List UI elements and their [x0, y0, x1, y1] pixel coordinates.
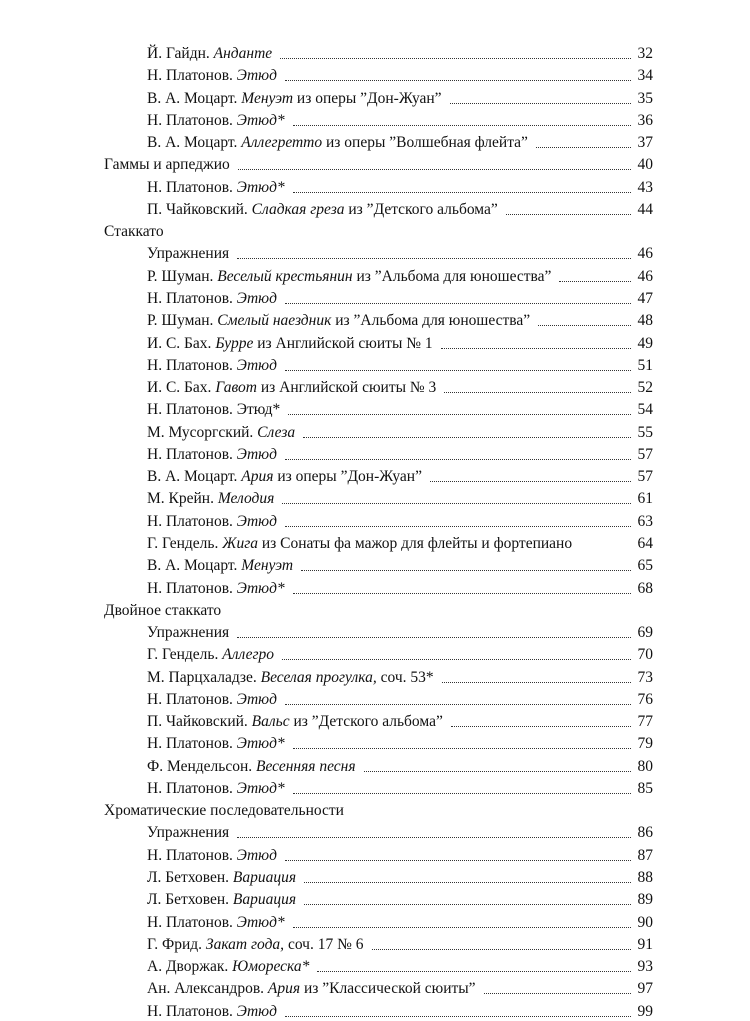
toc-entry [147, 511, 653, 531]
toc-entry [147, 778, 653, 798]
piece-source: из ”Детского альбома” [293, 713, 443, 731]
page-number: 80 [637, 757, 653, 775]
leader-dots [430, 480, 631, 482]
toc-entry [147, 756, 653, 776]
page-number: 54 [637, 401, 653, 419]
piece-title: Закат года, [205, 935, 285, 953]
toc-entry [147, 466, 653, 486]
leader-dots [293, 747, 631, 749]
piece-title: Анданте [213, 45, 273, 62]
page-number: 37 [637, 134, 653, 152]
leader-dots [451, 725, 631, 727]
piece-title: Этюд [236, 1002, 277, 1020]
piece-title: Юмореска* [232, 958, 310, 976]
leader-dots [285, 302, 631, 304]
piece-title: Этюд* [236, 913, 285, 931]
toc-section-heading [104, 221, 653, 241]
piece-title: Весенняя песня [256, 757, 356, 775]
entry-text [147, 580, 285, 598]
page-number: 77 [637, 713, 653, 731]
page-number: 87 [637, 846, 653, 864]
page-number: 52 [637, 379, 653, 397]
piece-title: Этюд* [236, 735, 285, 753]
composer-name: Упражнения [147, 624, 230, 641]
composer-name: П. Чайковский. [147, 200, 248, 218]
leader-dots [293, 592, 631, 594]
entry-text [147, 312, 530, 330]
toc-entry [147, 266, 653, 286]
page-number: 79 [637, 735, 653, 753]
entry-text [147, 758, 356, 776]
entry-text [147, 691, 277, 709]
toc-entry [147, 310, 653, 330]
toc-entry [147, 889, 653, 909]
page-number: 85 [637, 779, 653, 797]
toc-entry [147, 622, 653, 642]
composer-name: Н. Платонов. [147, 111, 233, 129]
entry-text [147, 134, 528, 152]
piece-title: Этюд* [236, 111, 285, 129]
composer-name: М. Парцхаладзе. [147, 668, 257, 686]
entry-text [147, 958, 309, 976]
composer-name: Н. Платонов. [147, 690, 233, 708]
piece-title: Жига [222, 534, 258, 552]
page-number: 99 [637, 1002, 653, 1020]
composer-name: В. А. Моцарт. [147, 134, 238, 152]
piece-title: Вальс [251, 713, 290, 731]
page-number: 86 [637, 824, 653, 842]
section-label: Хроматические последовательности [104, 802, 344, 820]
entry-text [147, 290, 277, 308]
composer-name: Н. Платонов. [147, 178, 233, 196]
leader-dots [293, 792, 631, 794]
entry-text [147, 1003, 277, 1021]
toc-entry [147, 845, 653, 865]
page-number: 35 [637, 89, 653, 107]
page-number: 55 [637, 423, 653, 441]
page-number: 76 [637, 690, 653, 708]
leader-dots [280, 57, 631, 59]
page-number: 90 [637, 913, 653, 931]
toc-entry [147, 355, 653, 375]
entry-text [147, 45, 272, 63]
composer-name: Н. Платонов. [147, 67, 233, 85]
leader-dots [285, 1015, 631, 1017]
page-number: 32 [637, 45, 653, 62]
page-number: 68 [637, 579, 653, 597]
entry-text [147, 245, 229, 263]
entry-text [147, 869, 296, 887]
toc-entry [147, 43, 653, 63]
piece-source: из Сонаты фа мажор для флейты и фортепиано [261, 534, 573, 552]
piece-title: Этюд [236, 846, 277, 864]
leader-dots [293, 124, 631, 126]
entry-text [147, 335, 433, 353]
toc-entry [147, 711, 653, 731]
piece-source: соч. 17 № 6 [287, 935, 364, 953]
leader-dots [285, 525, 631, 527]
toc-entry [147, 288, 653, 308]
toc-entry [147, 822, 653, 842]
piece-title: Вариация [232, 869, 297, 886]
entry-text [147, 468, 422, 486]
page-number: 36 [637, 111, 653, 129]
piece-source: из оперы ”Дон-Жуан” [296, 89, 442, 107]
piece-title: Гавот [215, 379, 257, 397]
composer-name: Н. Платонов. [147, 579, 233, 597]
piece-source: из Английской сюиты № 3 [260, 379, 437, 397]
toc-entry [147, 956, 653, 976]
composer-name: А. Дворжак. [147, 958, 229, 976]
piece-title: Слеза [257, 423, 296, 441]
composer-name: М. Крейн. [147, 490, 214, 508]
toc-section-heading [104, 154, 653, 174]
entry-text [147, 112, 285, 130]
toc-entry [147, 1001, 653, 1021]
leader-dots [304, 903, 631, 905]
entry-text [147, 424, 295, 442]
leader-dots [536, 146, 631, 148]
composer-name: Й. Гайдн. [147, 45, 210, 62]
composer-name: П. Чайковский. [147, 713, 248, 731]
piece-title: Менуэт [241, 557, 294, 575]
page-number: 93 [637, 958, 653, 976]
page-number: 88 [637, 869, 653, 886]
toc-entry [147, 912, 653, 932]
composer-name: Упражнения [147, 245, 230, 263]
composer-name: Н. Платонов. [147, 846, 233, 864]
page-number: 57 [637, 468, 653, 486]
page-number: 40 [637, 156, 653, 174]
section-label: Гаммы и арпеджио [104, 156, 230, 174]
composer-name: Н. Платонов. [147, 779, 233, 797]
section-label: Стаккато [104, 223, 164, 241]
page-number: 69 [637, 624, 653, 641]
leader-dots [285, 859, 631, 861]
toc-entry [147, 177, 653, 197]
entry-text [147, 513, 277, 531]
section-label: Двойное стаккато [104, 601, 222, 619]
composer-name: М. Мусоргский. [147, 423, 254, 441]
page-number: 49 [637, 334, 653, 352]
composer-name: Г. Гендель. [147, 646, 219, 664]
piece-source: из ”Классической сюиты” [303, 980, 476, 998]
entry-text [147, 735, 285, 753]
toc-entry [147, 333, 653, 353]
composer-name: Р. Шуман. [147, 312, 214, 330]
composer-name: Г. Фрид. [147, 935, 203, 953]
composer-name: В. А. Моцарт. [147, 557, 238, 575]
composer-name: Ф. Мендельсон. [147, 757, 253, 775]
composer-name: Упражнения [147, 824, 230, 842]
piece-title: Веселый крестьянин [217, 267, 353, 285]
leader-dots [301, 569, 631, 571]
page-number: 65 [637, 557, 653, 575]
page-number: 34 [637, 67, 653, 85]
leader-dots [317, 970, 631, 972]
composer-name: Л. Бетховен. [147, 869, 230, 886]
piece-source: из ”Альбома для юношества” [335, 312, 531, 330]
toc-entry [147, 533, 653, 553]
page-number: 51 [637, 356, 653, 374]
leader-dots [237, 836, 631, 838]
page-number: 73 [637, 668, 653, 686]
leader-dots [237, 636, 631, 638]
composer-name: Р. Шуман. [147, 267, 214, 285]
page-number: 64 [637, 534, 653, 552]
composer-name: Н. Платонов. [147, 356, 233, 374]
toc-entry [147, 132, 653, 152]
composer-name: Н. Платонов. [147, 913, 233, 931]
piece-source: из Английской сюиты № 1 [257, 334, 433, 352]
toc-entry [147, 243, 653, 263]
piece-source: соч. 53* [380, 668, 434, 686]
leader-dots [441, 347, 631, 349]
leader-dots [285, 458, 631, 460]
toc-entry [147, 65, 653, 85]
toc-entry [147, 422, 653, 442]
piece-title: Этюд [236, 356, 277, 374]
composer-name: Н. Платонов. [147, 445, 233, 463]
leader-dots [285, 369, 631, 371]
page-number: 57 [637, 445, 653, 463]
leader-dots [372, 948, 632, 950]
piece-title: Сладкая греза [251, 200, 345, 218]
composer-name: Г. Гендель. [147, 534, 219, 552]
leader-dots [293, 191, 631, 193]
leader-dots [444, 391, 631, 393]
piece-source: из оперы ”Волшебная флейта” [326, 134, 528, 152]
toc-entry [147, 110, 653, 130]
piece-source: из ”Альбома для юношества” [356, 267, 552, 285]
page-number: 97 [637, 980, 653, 998]
entry-text [147, 914, 285, 932]
leader-dots [238, 168, 631, 170]
piece-title: Веселая прогулка, [260, 668, 377, 686]
entry-text [147, 535, 572, 553]
toc-entry [147, 555, 653, 575]
entry-text [147, 557, 293, 575]
leader-dots [364, 770, 631, 772]
composer-name: И. С. Бах. [147, 379, 212, 397]
piece-title: Этюд* [236, 779, 285, 797]
piece-title: Этюд* [236, 579, 285, 597]
piece-title: Мелодия [217, 490, 275, 508]
piece-source: Этюд* [236, 401, 281, 419]
leader-dots [442, 681, 631, 683]
toc-entry [147, 578, 653, 598]
page-number: 44 [637, 200, 653, 218]
toc-entry [147, 88, 653, 108]
piece-title: Бурре [215, 334, 254, 352]
piece-source: из ”Детского альбома” [348, 200, 498, 218]
toc-entry [147, 934, 653, 954]
page-number: 61 [637, 490, 653, 508]
composer-name: Н. Платонов. [147, 512, 233, 530]
entry-text [147, 490, 274, 508]
entry-text [147, 847, 277, 865]
entry-text [147, 379, 436, 397]
toc-section-heading [104, 600, 653, 620]
piece-source: из оперы ”Дон-Жуан” [277, 468, 422, 486]
composer-name: Н. Платонов. [147, 401, 233, 419]
leader-dots [506, 213, 631, 215]
leader-dots [285, 703, 631, 705]
toc-entry [147, 377, 653, 397]
leader-dots [559, 280, 631, 282]
leader-dots [282, 502, 631, 504]
piece-title: Смелый наездник [217, 312, 332, 330]
toc-entry [147, 444, 653, 464]
piece-title: Этюд [236, 290, 277, 307]
composer-name: Н. Платонов. [147, 735, 233, 753]
toc-entry [147, 199, 653, 219]
composer-name: Н. Платонов. [147, 290, 233, 307]
entry-text [147, 936, 364, 954]
piece-title: Аллегро [222, 646, 275, 664]
page-number: 43 [637, 178, 653, 196]
entry-text [147, 891, 296, 909]
leader-dots [484, 992, 631, 994]
entry-text [147, 67, 277, 85]
entry-text [147, 179, 285, 197]
toc-entry [147, 978, 653, 998]
composer-name: Ан. Александров. [147, 980, 265, 998]
page-number: 48 [637, 312, 653, 330]
toc-entry [147, 667, 653, 687]
entry-text [147, 624, 229, 642]
toc-section-heading [104, 800, 653, 820]
leader-dots [237, 257, 631, 259]
composer-name: Н. Платонов. [147, 1002, 233, 1020]
page-number: 46 [637, 267, 653, 285]
piece-title: Этюд* [236, 178, 285, 196]
piece-title: Ария [267, 980, 301, 998]
piece-title: Этюд [236, 690, 277, 708]
composer-name: В. А. Моцарт. [147, 468, 238, 486]
piece-title: Аллегретто [241, 134, 323, 152]
leader-dots [285, 79, 631, 81]
entry-text [147, 357, 277, 375]
toc-entry [147, 689, 653, 709]
entry-text [147, 268, 551, 286]
page-number: 70 [637, 646, 653, 664]
entry-text [147, 980, 476, 998]
leader-dots [304, 881, 631, 883]
toc-entry [147, 399, 653, 419]
page-number: 46 [637, 245, 653, 263]
page-number: 91 [637, 935, 653, 953]
piece-title: Менуэт [241, 89, 294, 107]
page-number: 89 [637, 891, 653, 909]
leader-dots [576, 552, 633, 553]
piece-title: Вариация [232, 891, 297, 909]
piece-title: Этюд [236, 67, 277, 85]
piece-title: Этюд [236, 445, 277, 463]
piece-title: Ария [241, 468, 274, 486]
leader-dots [538, 324, 631, 326]
leader-dots [450, 102, 631, 104]
toc-entry [147, 867, 653, 887]
toc-entry [147, 733, 653, 753]
leader-dots [282, 658, 631, 660]
leader-dots [293, 926, 631, 928]
entry-text [147, 669, 434, 687]
piece-title: Этюд [236, 512, 277, 530]
composer-name: Л. Бетховен. [147, 891, 230, 909]
entry-text [147, 824, 229, 842]
entry-text [147, 646, 274, 664]
page-number: 63 [637, 512, 653, 530]
leader-dots [303, 436, 631, 438]
entry-text [147, 713, 443, 731]
toc-entry [147, 488, 653, 508]
toc-entry [147, 644, 653, 664]
entry-text [147, 90, 442, 108]
entry-text [147, 401, 280, 419]
composer-name: И. С. Бах. [147, 334, 212, 352]
entry-text [147, 201, 498, 219]
leader-dots [288, 413, 631, 415]
entry-text [147, 446, 277, 464]
composer-name: В. А. Моцарт. [147, 89, 238, 107]
page-number: 47 [637, 290, 653, 307]
entry-text [147, 780, 285, 798]
